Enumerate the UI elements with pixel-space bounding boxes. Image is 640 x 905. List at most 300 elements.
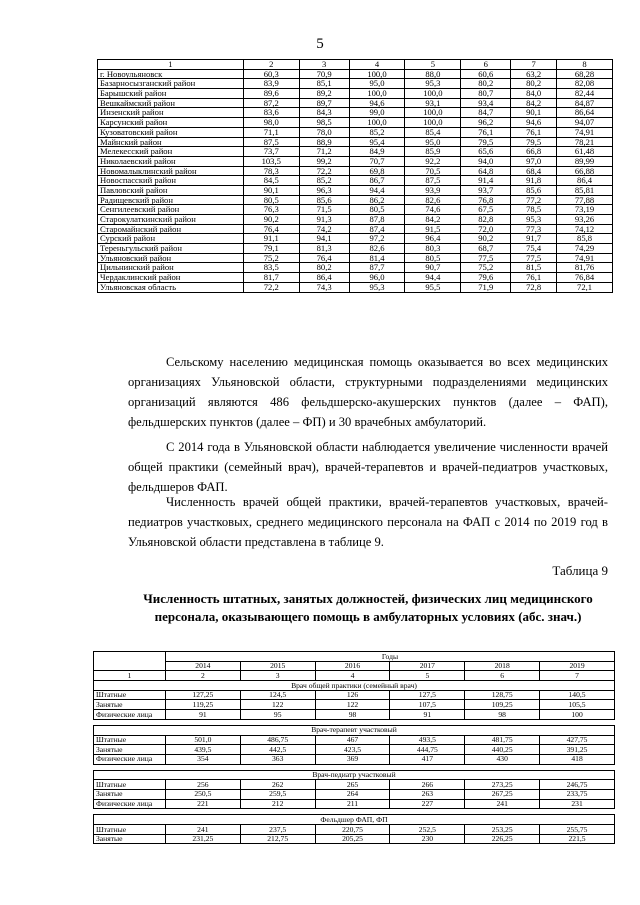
table-cell: 79,5 bbox=[511, 137, 557, 147]
table-cell: 76,3 bbox=[243, 205, 299, 215]
table-cell: 80,5 bbox=[243, 195, 299, 205]
table-cell: 95 bbox=[240, 710, 315, 720]
table-cell: 66,88 bbox=[557, 166, 613, 176]
column-number: 6 bbox=[465, 671, 540, 681]
district-name: Сурский район bbox=[98, 234, 244, 244]
table-cell: 486,75 bbox=[240, 735, 315, 745]
table-cell: 84,0 bbox=[511, 89, 557, 99]
table-cell: 85,6 bbox=[299, 195, 349, 205]
table-cell: 82,6 bbox=[349, 244, 405, 254]
district-name: Базарносызганский район bbox=[98, 79, 244, 89]
table-cell: 70,7 bbox=[349, 156, 405, 166]
table-cell: 259,5 bbox=[240, 789, 315, 799]
years-row bbox=[94, 661, 615, 671]
table-row bbox=[98, 89, 613, 99]
paragraph-text: Сельскому населению медицинская помощь оказывается во всех медицинских организациях Ульяновской области, структурными подразделениями медицинских организаций являются 486 фельдшерско-акушерских пунктов (далее – ФАП), фельдшерских пунктов (далее – ФП) и 30 врачебных амбулаторий. bbox=[128, 355, 608, 429]
table-cell: 91,5 bbox=[405, 224, 461, 234]
row-label: Занятые bbox=[94, 745, 166, 755]
table-cell: 250,5 bbox=[165, 789, 240, 799]
table-row bbox=[98, 234, 613, 244]
table-cell: 84,9 bbox=[349, 147, 405, 157]
table-cell: 96,3 bbox=[299, 185, 349, 195]
table-cell: 481,75 bbox=[465, 735, 540, 745]
page-number: 5 bbox=[316, 36, 324, 52]
table-row bbox=[98, 185, 613, 195]
table-cell: 81,4 bbox=[349, 253, 405, 263]
table-cell: 84,5 bbox=[243, 176, 299, 186]
table-cell: 423,5 bbox=[315, 745, 390, 755]
table-cell: 100 bbox=[540, 710, 615, 720]
table-cell: 73,7 bbox=[243, 147, 299, 157]
paragraph-rural-care bbox=[128, 352, 608, 432]
table-cell: 91,1 bbox=[243, 234, 299, 244]
table-cell: 82,8 bbox=[461, 215, 511, 225]
table-cell: 77,88 bbox=[557, 195, 613, 205]
table-cell: 68,4 bbox=[511, 166, 557, 176]
table-cell: 98 bbox=[465, 710, 540, 720]
table-cell: 83,5 bbox=[243, 263, 299, 273]
column-number: 8 bbox=[557, 60, 613, 70]
year-header: 2016 bbox=[315, 661, 390, 671]
table-row bbox=[98, 156, 613, 166]
section-title: Врач общей практики (семейный врач) bbox=[94, 681, 615, 691]
row-label: Физические лица bbox=[94, 710, 166, 720]
district-name: Старомайнский район bbox=[98, 224, 244, 234]
table-cell: 78,21 bbox=[557, 137, 613, 147]
table-cell: 76,4 bbox=[299, 253, 349, 263]
table-cell: 95,4 bbox=[349, 137, 405, 147]
table-cell: 86,64 bbox=[557, 108, 613, 118]
table-cell: 84,7 bbox=[461, 108, 511, 118]
paragraph-text: С 2014 года в Ульяновской области наблюдается увеличение численности врачей общей практики (семейный врач), врачей-терапевтов и врачей-педиатров участковых, фельдшеров ФАП. bbox=[128, 440, 608, 494]
table-row bbox=[98, 282, 613, 292]
table-cell: 440,25 bbox=[465, 745, 540, 755]
table-cell: 127,25 bbox=[165, 690, 240, 700]
table-cell: 124,5 bbox=[240, 690, 315, 700]
table-cell: 68,28 bbox=[557, 69, 613, 79]
table-cell: 84,2 bbox=[511, 98, 557, 108]
district-name: Новоспасский район bbox=[98, 176, 244, 186]
table-row bbox=[98, 253, 613, 263]
table-cell: 122 bbox=[240, 700, 315, 710]
district-name: Старокулаткинский район bbox=[98, 215, 244, 225]
table-cell: 90,1 bbox=[511, 108, 557, 118]
table-row bbox=[94, 745, 615, 755]
table-row bbox=[94, 799, 615, 809]
table-row bbox=[98, 137, 613, 147]
table-cell: 90,1 bbox=[243, 185, 299, 195]
table-cell: 93,1 bbox=[405, 98, 461, 108]
district-name: Мелекесский район bbox=[98, 147, 244, 157]
table-cell: 391,25 bbox=[540, 745, 615, 755]
table-cell: 87,7 bbox=[349, 263, 405, 273]
table-cell: 221 bbox=[165, 799, 240, 809]
section-title: Врач-терапевт участковый bbox=[94, 725, 615, 735]
table-cell: 100,0 bbox=[349, 118, 405, 128]
header-corner bbox=[94, 652, 166, 671]
table-cell: 100,0 bbox=[349, 69, 405, 79]
table-row bbox=[98, 205, 613, 215]
table-cell: 78,3 bbox=[243, 166, 299, 176]
section-title-row bbox=[94, 681, 615, 691]
table-cell: 63,2 bbox=[511, 69, 557, 79]
table-cell: 241 bbox=[165, 825, 240, 835]
table-cell: 96,2 bbox=[461, 118, 511, 128]
district-name: Чердаклинский район bbox=[98, 273, 244, 283]
table-row bbox=[98, 224, 613, 234]
table-cell: 94,0 bbox=[461, 156, 511, 166]
paragraph-text: Численность врачей общей практики, врачей-терапевтов участковых, врачей-педиатров участковых, среднего медицинского персонала на ФАП с 2014 по 2019 год в Ульяновской области представлена в таблице 9. bbox=[128, 495, 608, 549]
table-cell: 65,6 bbox=[461, 147, 511, 157]
district-name: Вешкаймский район bbox=[98, 98, 244, 108]
column-number: 7 bbox=[511, 60, 557, 70]
table-cell: 107,5 bbox=[390, 700, 465, 710]
table-cell: 95,3 bbox=[405, 79, 461, 89]
table-cell: 81,76 bbox=[557, 263, 613, 273]
table-cell: 246,75 bbox=[540, 780, 615, 790]
table-cell: 71,2 bbox=[299, 147, 349, 157]
column-number: 1 bbox=[94, 671, 166, 681]
table-cell: 363 bbox=[240, 754, 315, 764]
table-cell: 72,2 bbox=[299, 166, 349, 176]
table-cell: 126 bbox=[315, 690, 390, 700]
table-cell: 95,3 bbox=[349, 282, 405, 292]
table-cell: 122 bbox=[315, 700, 390, 710]
table-row bbox=[98, 108, 613, 118]
table-cell: 444,75 bbox=[390, 745, 465, 755]
table-cell: 430 bbox=[465, 754, 540, 764]
table-cell: 93,7 bbox=[461, 185, 511, 195]
table-cell: 427,75 bbox=[540, 735, 615, 745]
column-number: 1 bbox=[98, 60, 244, 70]
table-cell: 109,25 bbox=[465, 700, 540, 710]
table-cell: 85,1 bbox=[299, 79, 349, 89]
table-cell: 76,84 bbox=[557, 273, 613, 283]
table-cell: 89,99 bbox=[557, 156, 613, 166]
row-label: Штатные bbox=[94, 690, 166, 700]
row-label: Штатные bbox=[94, 825, 166, 835]
table-cell: 88,0 bbox=[405, 69, 461, 79]
table-cell: 90,7 bbox=[405, 263, 461, 273]
table-cell: 211 bbox=[315, 799, 390, 809]
table-cell: 97,2 bbox=[349, 234, 405, 244]
table-cell: 78,0 bbox=[299, 127, 349, 137]
paragraph-growth bbox=[128, 437, 608, 497]
table-cell: 81,7 bbox=[243, 273, 299, 283]
table-cell: 77,5 bbox=[511, 253, 557, 263]
paragraph-table-ref bbox=[128, 492, 608, 552]
table-row bbox=[98, 176, 613, 186]
table-row bbox=[98, 215, 613, 225]
table-cell: 264 bbox=[315, 789, 390, 799]
table-row bbox=[94, 690, 615, 700]
table-cell: 227 bbox=[390, 799, 465, 809]
table-cell: 82,08 bbox=[557, 79, 613, 89]
table-cell: 493,5 bbox=[390, 735, 465, 745]
table-cell: 95,0 bbox=[405, 137, 461, 147]
table-cell: 100,0 bbox=[405, 118, 461, 128]
table-cell: 91 bbox=[165, 710, 240, 720]
table-cell: 74,91 bbox=[557, 127, 613, 137]
row-label: Штатные bbox=[94, 735, 166, 745]
district-name: Новомалыклинский район bbox=[98, 166, 244, 176]
table-cell: 87,5 bbox=[243, 137, 299, 147]
table-row bbox=[94, 834, 615, 844]
table-cell: 72,8 bbox=[511, 282, 557, 292]
table-cell: 205,25 bbox=[315, 834, 390, 844]
table-cell: 226,25 bbox=[465, 834, 540, 844]
table-cell: 85,6 bbox=[511, 185, 557, 195]
table-row bbox=[98, 263, 613, 273]
table-label: Таблица 9 bbox=[552, 563, 608, 578]
table-cell: 96,0 bbox=[349, 273, 405, 283]
table-cell: 85,9 bbox=[405, 147, 461, 157]
table-cell: 77,5 bbox=[461, 253, 511, 263]
table-cell: 255,75 bbox=[540, 825, 615, 835]
table-row bbox=[98, 195, 613, 205]
table-cell: 76,8 bbox=[461, 195, 511, 205]
table-cell: 99,0 bbox=[349, 108, 405, 118]
table-cell: 80,5 bbox=[405, 253, 461, 263]
table-cell: 76,1 bbox=[511, 273, 557, 283]
table-cell: 74,91 bbox=[557, 253, 613, 263]
table-cell: 99,2 bbox=[299, 156, 349, 166]
table-cell: 71,5 bbox=[299, 205, 349, 215]
table-cell: 79,1 bbox=[243, 244, 299, 254]
section-title-row bbox=[94, 770, 615, 780]
table-cell: 95,0 bbox=[349, 79, 405, 89]
column-number: 7 bbox=[540, 671, 615, 681]
district-name: Ульяновский район bbox=[98, 253, 244, 263]
table-cell: 71,1 bbox=[243, 127, 299, 137]
year-header: 2014 bbox=[165, 661, 240, 671]
table-cell: 96,4 bbox=[405, 234, 461, 244]
table-cell: 94,4 bbox=[405, 273, 461, 283]
year-header: 2018 bbox=[465, 661, 540, 671]
table-row bbox=[98, 273, 613, 283]
table-cell: 86,4 bbox=[557, 176, 613, 186]
table-cell: 94,6 bbox=[511, 118, 557, 128]
table-cell: 262 bbox=[240, 780, 315, 790]
table-cell: 369 bbox=[315, 754, 390, 764]
table-cell: 77,3 bbox=[511, 224, 557, 234]
table-cell: 81,5 bbox=[511, 263, 557, 273]
row-label: Физические лица bbox=[94, 754, 166, 764]
table-cell: 74,12 bbox=[557, 224, 613, 234]
table-cell: 86,4 bbox=[299, 273, 349, 283]
table-cell: 418 bbox=[540, 754, 615, 764]
table-cell: 74,3 bbox=[299, 282, 349, 292]
table-cell: 66,8 bbox=[511, 147, 557, 157]
table-cell: 87,5 bbox=[405, 176, 461, 186]
column-number: 3 bbox=[240, 671, 315, 681]
table-cell: 78,5 bbox=[511, 205, 557, 215]
table-cell: 501,0 bbox=[165, 735, 240, 745]
table-cell: 212 bbox=[240, 799, 315, 809]
table-cell: 237,5 bbox=[240, 825, 315, 835]
table-cell: 95,5 bbox=[405, 282, 461, 292]
table-cell: 82,6 bbox=[405, 195, 461, 205]
table-cell: 87,4 bbox=[349, 224, 405, 234]
table-cell: 70,5 bbox=[405, 166, 461, 176]
table-cell: 80,5 bbox=[349, 205, 405, 215]
table-cell: 86,2 bbox=[349, 195, 405, 205]
table-cell: 85,2 bbox=[299, 176, 349, 186]
table-cell: 267,25 bbox=[465, 789, 540, 799]
table-cell: 354 bbox=[165, 754, 240, 764]
table-cell: 74,6 bbox=[405, 205, 461, 215]
table-cell: 91,4 bbox=[461, 176, 511, 186]
table-cell: 93,26 bbox=[557, 215, 613, 225]
table-cell: 76,1 bbox=[511, 127, 557, 137]
table-row bbox=[98, 69, 613, 79]
table-cell: 80,2 bbox=[461, 79, 511, 89]
table-cell: 72,1 bbox=[557, 282, 613, 292]
table-cell: 60,6 bbox=[461, 69, 511, 79]
table-cell: 253,25 bbox=[465, 825, 540, 835]
table-cell: 81,3 bbox=[299, 244, 349, 254]
table-cell: 72,0 bbox=[461, 224, 511, 234]
table-row bbox=[94, 789, 615, 799]
district-name: Ульяновская область bbox=[98, 282, 244, 292]
table-cell: 82,44 bbox=[557, 89, 613, 99]
table-cell: 79,6 bbox=[461, 273, 511, 283]
table-cell: 89,6 bbox=[243, 89, 299, 99]
table-cell: 80,2 bbox=[299, 263, 349, 273]
table-cell: 83,9 bbox=[243, 79, 299, 89]
table-cell: 74,29 bbox=[557, 244, 613, 254]
table-cell: 94,1 bbox=[299, 234, 349, 244]
table-cell: 85,81 bbox=[557, 185, 613, 195]
years-group-header: Годы bbox=[165, 652, 614, 662]
table-row bbox=[94, 735, 615, 745]
district-name: Николаевский район bbox=[98, 156, 244, 166]
column-number: 2 bbox=[165, 671, 240, 681]
table-cell: 417 bbox=[390, 754, 465, 764]
table-cell: 87,8 bbox=[349, 215, 405, 225]
row-label: Физические лица bbox=[94, 799, 166, 809]
section-title: Фельдшер ФАП, ФП bbox=[94, 815, 615, 825]
table-cell: 256 bbox=[165, 780, 240, 790]
table-cell: 85,4 bbox=[405, 127, 461, 137]
table-cell: 97,0 bbox=[511, 156, 557, 166]
table-cell: 75,4 bbox=[511, 244, 557, 254]
table-cell: 84,2 bbox=[405, 215, 461, 225]
column-number: 5 bbox=[390, 671, 465, 681]
table-cell: 241 bbox=[465, 799, 540, 809]
column-number: 4 bbox=[349, 60, 405, 70]
district-name: Павловский район bbox=[98, 185, 244, 195]
district-name: Радищевский район bbox=[98, 195, 244, 205]
district-name: Инзенский район bbox=[98, 108, 244, 118]
table-cell: 140,5 bbox=[540, 690, 615, 700]
table-cell: 79,5 bbox=[461, 137, 511, 147]
table-row bbox=[98, 166, 613, 176]
table-cell: 91,8 bbox=[511, 176, 557, 186]
table-row bbox=[98, 98, 613, 108]
table-cell: 72,2 bbox=[243, 282, 299, 292]
table-cell: 231 bbox=[540, 799, 615, 809]
table-cell: 85,2 bbox=[349, 127, 405, 137]
table-cell: 61,48 bbox=[557, 147, 613, 157]
table-cell: 77,2 bbox=[511, 195, 557, 205]
table-cell: 70,9 bbox=[299, 69, 349, 79]
table-cell: 76,1 bbox=[461, 127, 511, 137]
table-cell: 68,7 bbox=[461, 244, 511, 254]
table-cell: 89,2 bbox=[299, 89, 349, 99]
table-cell: 273,25 bbox=[465, 780, 540, 790]
table-cell: 94,6 bbox=[349, 98, 405, 108]
column-number: 4 bbox=[315, 671, 390, 681]
table-cell: 119,25 bbox=[165, 700, 240, 710]
table-cell: 84,3 bbox=[299, 108, 349, 118]
table-cell: 90,2 bbox=[461, 234, 511, 244]
district-name: г. Новоульяновск bbox=[98, 69, 244, 79]
table-cell: 89,7 bbox=[299, 98, 349, 108]
table-cell: 103,5 bbox=[243, 156, 299, 166]
table-cell: 252,5 bbox=[390, 825, 465, 835]
table-cell: 83,6 bbox=[243, 108, 299, 118]
table-cell: 91,3 bbox=[299, 215, 349, 225]
table-cell: 231,25 bbox=[165, 834, 240, 844]
column-number: 3 bbox=[299, 60, 349, 70]
table-row bbox=[98, 79, 613, 89]
year-header: 2017 bbox=[390, 661, 465, 671]
table-cell: 74,2 bbox=[299, 224, 349, 234]
staffing-table bbox=[93, 651, 615, 844]
table-row bbox=[94, 754, 615, 764]
table-cell: 67,5 bbox=[461, 205, 511, 215]
table-cell: 88,9 bbox=[299, 137, 349, 147]
table-cell: 75,2 bbox=[461, 263, 511, 273]
table-cell: 91 bbox=[390, 710, 465, 720]
table-cell: 100,0 bbox=[349, 89, 405, 99]
table-cell: 98,0 bbox=[243, 118, 299, 128]
table-cell: 91,7 bbox=[511, 234, 557, 244]
year-header: 2019 bbox=[540, 661, 615, 671]
district-name: Барышский район bbox=[98, 89, 244, 99]
row-label: Штатные bbox=[94, 780, 166, 790]
table-cell: 60,3 bbox=[243, 69, 299, 79]
table-cell: 105,5 bbox=[540, 700, 615, 710]
table-cell: 92,2 bbox=[405, 156, 461, 166]
table-cell: 80,2 bbox=[511, 79, 557, 89]
table-row bbox=[98, 244, 613, 254]
table-cell: 266 bbox=[390, 780, 465, 790]
table-row bbox=[98, 118, 613, 128]
table-row bbox=[98, 147, 613, 157]
column-number: 2 bbox=[243, 60, 299, 70]
table-header-row bbox=[98, 60, 613, 70]
table-cell: 94,07 bbox=[557, 118, 613, 128]
table-cell: 221,5 bbox=[540, 834, 615, 844]
table-cell: 467 bbox=[315, 735, 390, 745]
table-cell: 128,75 bbox=[465, 690, 540, 700]
table-cell: 100,0 bbox=[405, 89, 461, 99]
table-cell: 93,4 bbox=[461, 98, 511, 108]
table-row bbox=[94, 825, 615, 835]
column-number: 6 bbox=[461, 60, 511, 70]
group-header-row bbox=[94, 652, 615, 662]
table-cell: 93,9 bbox=[405, 185, 461, 195]
row-label: Занятые bbox=[94, 789, 166, 799]
row-label: Занятые bbox=[94, 834, 166, 844]
district-name: Цильнинский район bbox=[98, 263, 244, 273]
table-row bbox=[94, 780, 615, 790]
table-cell: 80,3 bbox=[405, 244, 461, 254]
table-title: Численность штатных, занятых должностей, физических лиц медицинского персонала, оказывающего помощь в амбулаторных условиях (абс. знач.) bbox=[143, 591, 593, 624]
table-row bbox=[98, 127, 613, 137]
